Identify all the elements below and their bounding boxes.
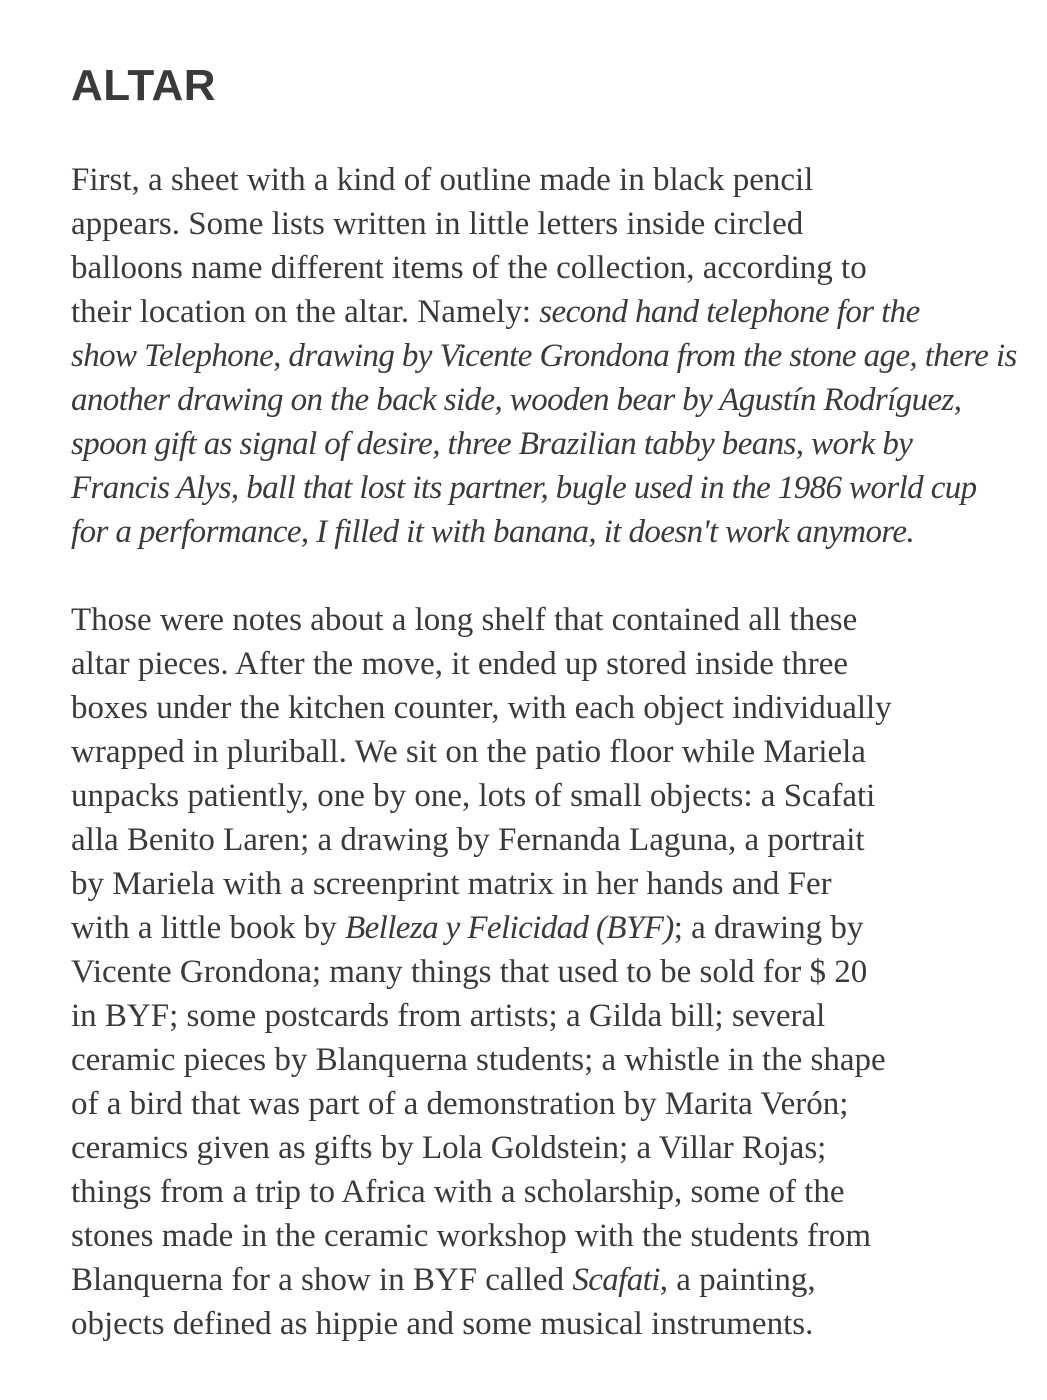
paragraph-line: Those were notes about a long shelf that contained all these <box>71 602 858 638</box>
paragraph-2 <box>71 598 1011 1346</box>
italic-text-run: Belleza y Felicidad (BYF) <box>345 910 674 946</box>
text-run: their location on the altar. Namely: <box>71 294 540 330</box>
italic-text-run: second hand telephone for the <box>539 294 920 330</box>
text-run: , a painting, <box>659 1262 816 1298</box>
paragraph-line: alla Benito Laren; a drawing by Fernanda Laguna, a portrait <box>71 822 865 858</box>
paragraph-line: unpacks patiently, one by one, lots of small objects: a Scafati <box>71 778 876 814</box>
text-run: with a little book by <box>71 910 346 946</box>
paragraph-line: boxes under the kitchen counter, with each object individually <box>71 690 892 726</box>
paragraph-line <box>71 1258 1011 1302</box>
paragraph-line: First, a sheet with a kind of outline made in black pencil <box>71 162 814 198</box>
text-run: ; a drawing by <box>673 910 864 946</box>
paragraph-line: ceramic pieces by Blanquerna students; a whistle in the shape <box>71 1042 886 1078</box>
paragraph-line: ceramics given as gifts by Lola Goldstein; a Villar Rojas; <box>71 1130 827 1166</box>
paragraph-line: objects defined as hippie and some musical instruments. <box>71 1306 814 1342</box>
paragraph-line: altar pieces. After the move, it ended up stored inside three <box>71 646 849 682</box>
italic-paragraph-line: spoon gift as signal of desire, three Brazilian tabby beans, work by <box>71 426 913 462</box>
paragraph-line: Vicente Grondona; many things that used to be sold for $ 20 <box>71 954 868 990</box>
paragraph-line: things from a trip to Africa with a scholarship, some of the <box>71 1174 845 1210</box>
text-run: Blanquerna for a show in BYF called <box>71 1262 573 1298</box>
italic-paragraph-line: for a performance, I filled it with banana, it doesn't work anymore. <box>71 514 915 550</box>
paragraph-line: stones made in the ceramic workshop with the students from <box>71 1218 872 1254</box>
paragraph-line: of a bird that was part of a demonstration by Marita Verón; <box>71 1086 849 1122</box>
italic-text-run: Scafati <box>572 1262 660 1298</box>
paragraph-line: wrapped in pluriball. We sit on the patio floor while Mariela <box>71 734 866 770</box>
paragraph-line: by Mariela with a screenprint matrix in her hands and Fer <box>71 866 832 902</box>
paragraph-line: appears. Some lists written in little letters inside circled <box>71 206 804 242</box>
italic-paragraph-line: Francis Alys, ball that lost its partner, bugle used in the 1986 world cup <box>71 470 977 506</box>
paragraph-line <box>71 290 1011 334</box>
paragraph-1 <box>71 158 1017 554</box>
italic-paragraph-line: another drawing on the back side, wooden bear by Agustín Rodríguez, <box>71 382 962 418</box>
paragraph-line <box>71 906 1011 950</box>
paragraph-line: in BYF; some postcards from artists; a Gilda bill; several <box>71 998 826 1034</box>
page-title: ALTAR <box>71 61 217 110</box>
italic-paragraph-line: show Telephone, drawing by Vicente Grondona from the stone age, there is <box>71 338 1017 374</box>
paragraph-line: balloons name different items of the collection, according to <box>71 250 867 286</box>
